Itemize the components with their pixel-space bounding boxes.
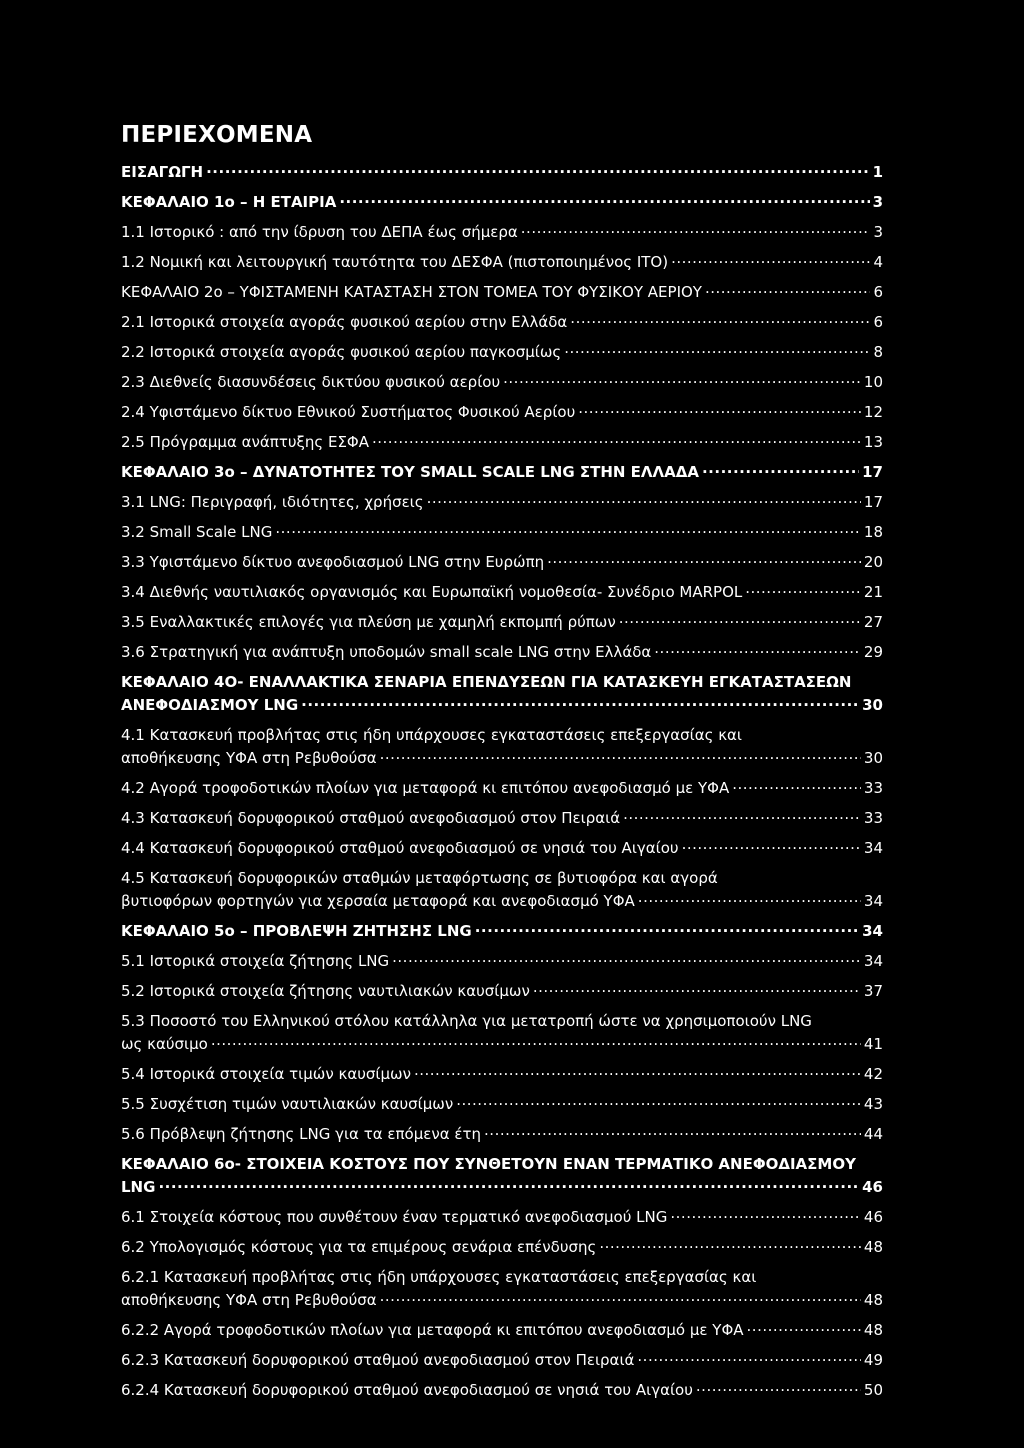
toc-leader-dots	[275, 522, 861, 537]
toc-entry-text-line1: 4.1 Κατασκευή προβλήτας στις ήδη υπάρχουσες εγκαταστάσεις επεξεργασίας και	[121, 726, 742, 744]
toc-page-number: 20	[863, 553, 883, 571]
toc-entry[interactable]	[121, 1063, 883, 1086]
toc-entry-text: LNG	[121, 1178, 156, 1196]
toc-leader-dots	[619, 612, 861, 627]
toc-page-number: 3	[872, 193, 883, 211]
toc-entry[interactable]	[121, 980, 883, 1003]
toc-page-number: 48	[863, 1238, 883, 1256]
toc-entry-text: 2.3 Διεθνείς διασυνδέσεις δικτύου φυσικού αερίου	[121, 373, 501, 391]
toc-entry[interactable]	[121, 1319, 883, 1342]
toc-leader-dots	[475, 921, 859, 936]
toc-entry-text: 3.2 Small Scale LNG	[121, 523, 273, 541]
toc-leader-dots	[414, 1064, 861, 1079]
toc-page-number: 48	[863, 1321, 883, 1339]
toc-page-number: 34	[863, 839, 883, 857]
toc-entry[interactable]	[121, 837, 883, 860]
toc-leader-dots	[682, 838, 861, 853]
toc-entry-text: 5.2 Ιστορικά στοιχεία ζήτησης ναυτιλιακών καυσίμων	[121, 982, 530, 1000]
toc-entry-text: 5.5 Συσχέτιση τιμών ναυτιλιακών καυσίμων	[121, 1095, 454, 1113]
toc-entry-text: 3.4 Διεθνής ναυτιλιακός οργανισμός και Ευρωπαϊκή νομοθεσία- Συνέδριο MARPOL	[121, 583, 743, 601]
toc-leader-dots	[211, 1034, 861, 1049]
toc-page-number: 18	[863, 523, 883, 541]
toc-page-number: 17	[863, 493, 883, 511]
toc-page-number: 33	[863, 779, 883, 797]
toc-page-number: 42	[863, 1065, 883, 1083]
toc-entry-text: ΑΝΕΦΟΔΙΑΣΜΟΥ LNG	[121, 696, 299, 714]
toc-leader-dots	[158, 1177, 859, 1192]
toc-leader-dots	[637, 1350, 861, 1365]
toc-page-number: 34	[862, 922, 883, 940]
toc-leader-dots	[705, 282, 870, 297]
toc-entry-text: 3.1 LNG: Περιγραφή, ιδιότητες, χρήσεις	[121, 493, 424, 511]
toc-entry-text: 6.2 Υπολογισμός κόστους για τα επιμέρους σενάρια επένδυσης	[121, 1238, 597, 1256]
toc-entry-text: 5.1 Ιστορικά στοιχεία ζήτησης LNG	[121, 952, 390, 970]
toc-entry-text-line1: 5.3 Ποσοστό του Ελληνικού στόλου κατάλληλα για μετατροπή ώστε να χρησιμοποιούν LNG	[121, 1012, 812, 1030]
toc-entry-text: 2.4 Υφιστάμενο δίκτυο Εθνικού Συστήματος Φυσικού Αερίου	[121, 403, 576, 421]
toc-page-number: 12	[863, 403, 883, 421]
toc-entry-text-line1: ΚΕΦΑΛΑΙΟ 6ο- ΣΤΟΙΧΕΙΑ ΚΟΣΤΟΥΣ ΠΟΥ ΣΥΝΘΕΤΟΥΝ ΕΝΑΝ ΤΕΡΜΑΤΙΚΟ ΑΝΕΦΟΔΙΑΣΜΟΥ	[121, 1155, 856, 1173]
toc-entry-text: 1.1 Ιστορικό : από την ίδρυση του ΔΕΠΑ έως σήμερα	[121, 223, 518, 241]
toc-page-number: 6	[873, 283, 883, 301]
toc-entry-text-line1: 6.2.1 Κατασκευή προβλήτας στις ήδη υπάρχουσες εγκαταστάσεις επεξεργασίας και	[121, 1268, 757, 1286]
toc-entry-text: αποθήκευσης ΥΦΑ στη Ρεβυθούσα	[121, 1291, 377, 1309]
toc-page-number: 44	[863, 1125, 883, 1143]
toc-entry[interactable]	[121, 641, 883, 664]
toc-entry-text: 6.1 Στοιχεία κόστους που συνθέτουν έναν τερματικό ανεφοδιασμού LNG	[121, 1208, 668, 1226]
toc-page-number: 30	[862, 696, 883, 714]
toc-entry-text: 1.2 Νομική και λειτουργική ταυτότητα του ΔΕΣΦΑ (πιστοποιημένος ΙΤΟ)	[121, 253, 669, 271]
toc-leader-dots	[392, 951, 861, 966]
toc-entry[interactable]	[121, 1349, 883, 1372]
toc-entry[interactable]	[121, 671, 883, 717]
toc-leader-dots	[570, 312, 870, 327]
toc-leader-dots	[503, 372, 861, 387]
toc-page-number: 13	[863, 433, 883, 451]
toc-leader-dots	[745, 582, 861, 597]
toc-leader-dots	[747, 1320, 861, 1335]
toc-leader-dots	[380, 1290, 861, 1305]
toc-entry[interactable]	[121, 1379, 883, 1402]
toc-entry-text: 3.3 Υφιστάμενο δίκτυο ανεφοδιασμού LNG στην Ευρώπη	[121, 553, 545, 571]
toc-entry[interactable]	[121, 461, 883, 484]
toc-page-number: 6	[873, 313, 883, 331]
toc-leader-dots	[484, 1124, 861, 1139]
toc-page-number: 41	[863, 1035, 883, 1053]
toc-entry-text: ΚΕΦΑΛΑΙΟ 3ο – ΔΥΝΑΤΟΤΗΤΕΣ ΤΟΥ SMALL SCALE LNG ΣΤΗΝ ΕΛΛΑΔΑ	[121, 463, 699, 481]
toc-entry[interactable]	[121, 581, 883, 604]
toc-entry[interactable]	[121, 191, 883, 214]
page-title: ΠΕΡΙΕΧΟΜΕΝΑ	[121, 122, 313, 148]
toc-entry-text: 4.4 Κατασκευή δορυφορικού σταθμού ανεφοδιασμού σε νησιά του Αιγαίου	[121, 839, 679, 857]
toc-page-number: 37	[863, 982, 883, 1000]
toc-page-number: 34	[863, 952, 883, 970]
toc-page-number: 27	[863, 613, 883, 631]
toc-entry[interactable]	[121, 1123, 883, 1146]
toc-page-number: 46	[862, 1178, 883, 1196]
toc-entry[interactable]	[121, 867, 883, 913]
toc-page-number: 50	[863, 1381, 883, 1399]
toc-entry[interactable]	[121, 724, 883, 770]
toc-entry-text: 3.6 Στρατηγική για ανάπτυξη υποδομών small scale LNG στην Ελλάδα	[121, 643, 652, 661]
toc-leader-dots	[372, 432, 861, 447]
toc-leader-dots	[206, 162, 869, 177]
toc-entry-text: 2.2 Ιστορικά στοιχεία αγοράς φυσικού αερίου παγκοσμίως	[121, 343, 562, 361]
toc-entry-text: ΕΙΣΑΓΩΓΗ	[121, 163, 204, 181]
toc-leader-dots	[456, 1094, 861, 1109]
toc-page-number: 49	[863, 1351, 883, 1369]
toc-page-number: 30	[863, 749, 883, 767]
toc-entry-text: 5.4 Ιστορικά στοιχεία τιμών καυσίμων	[121, 1065, 411, 1083]
toc-entry[interactable]	[121, 161, 883, 184]
toc-entry[interactable]	[121, 1010, 883, 1056]
toc-leader-dots	[339, 192, 869, 207]
toc-entry[interactable]	[121, 1206, 883, 1229]
toc-entry-text: ως καύσιμο	[121, 1035, 208, 1053]
toc-entry-text: 4.2 Αγορά τροφοδοτικών πλοίων για μεταφορά κι επιτόπου ανεφοδιασμό με ΥΦΑ	[121, 779, 730, 797]
toc-entry[interactable]	[121, 401, 883, 424]
toc-leader-dots	[427, 492, 861, 507]
toc-leader-dots	[521, 222, 871, 237]
toc-leader-dots	[599, 1237, 861, 1252]
toc-entry[interactable]	[121, 1236, 883, 1259]
toc-entry[interactable]	[121, 920, 883, 943]
toc-leader-dots	[623, 808, 861, 823]
toc-leader-dots	[301, 695, 859, 710]
toc-page-number: 33	[863, 809, 883, 827]
toc-entry[interactable]	[121, 1266, 883, 1312]
toc-leader-dots	[638, 891, 861, 906]
toc-page-number: 1	[872, 163, 883, 181]
toc-page-number: 8	[873, 343, 883, 361]
toc-page-number: 10	[863, 373, 883, 391]
toc-leader-dots	[654, 642, 861, 657]
toc-entry-text: 6.2.2 Αγορά τροφοδοτικών πλοίων για μεταφορά κι επιτόπου ανεφοδιασμό με ΥΦΑ	[121, 1321, 744, 1339]
toc-entry-text: ΚΕΦΑΛΑΙΟ 2ο – ΥΦΙΣΤΑΜΕΝΗ ΚΑΤΑΣΤΑΣΗ ΣΤΟΝ ΤΟΜΕΑ ΤΟΥ ΦΥΣΙΚΟΥ ΑΕΡΙΟΥ	[121, 283, 702, 301]
toc-page-number: 48	[863, 1291, 883, 1309]
toc-entry-text-line1: 4.5 Κατασκευή δορυφορικών σταθμών μεταφόρτωσης σε βυτιοφόρα και αγορά	[121, 869, 718, 887]
toc-page-number: 4	[873, 253, 883, 271]
toc-entry-text: 5.6 Πρόβλεψη ζήτησης LNG για τα επόμενα έτη	[121, 1125, 482, 1143]
toc-leader-dots	[533, 981, 861, 996]
toc-entry[interactable]	[121, 551, 883, 574]
toc-entry[interactable]	[121, 777, 883, 800]
toc-leader-dots	[670, 1207, 861, 1222]
toc-leader-dots	[564, 342, 870, 357]
toc-entry-text: ΚΕΦΑΛΑΙΟ 1ο – Η ΕΤΑΙΡΙΑ	[121, 193, 337, 211]
toc-entry[interactable]	[121, 251, 883, 274]
toc-page-number: 34	[863, 892, 883, 910]
toc-entry-text: 2.5 Πρόγραμμα ανάπτυξης ΕΣΦΑ	[121, 433, 369, 451]
toc-page-number: 21	[863, 583, 883, 601]
toc-entry[interactable]	[121, 1153, 883, 1199]
toc-leader-dots	[547, 552, 861, 567]
toc-entry-text: ΚΕΦΑΛΑΙΟ 5ο – ΠΡΟΒΛΕΨΗ ΖΗΤΗΣΗΣ LNG	[121, 922, 472, 940]
toc-entry[interactable]	[121, 491, 883, 514]
toc-entry[interactable]	[121, 521, 883, 544]
toc-leader-dots	[671, 252, 870, 267]
toc-page-number: 46	[863, 1208, 883, 1226]
toc-entry[interactable]	[121, 950, 883, 973]
toc-entry[interactable]	[121, 807, 883, 830]
toc-entry[interactable]	[121, 341, 883, 364]
toc-entry[interactable]	[121, 371, 883, 394]
toc-entry-text-line1: ΚΕΦΑΛΑΙΟ 4Ο- ΕΝΑΛΛΑΚΤΙΚΑ ΣΕΝΑΡΙΑ ΕΠΕΝΔΥΣΕΩΝ ΓΙΑ ΚΑΤΑΣΚΕΥΗ ΕΓΚΑΤΑΣΤΑΣΕΩΝ	[121, 673, 852, 691]
toc-entry-text: βυτιοφόρων φορτηγών για χερσαία μεταφορά και ανεφοδιασμό ΥΦΑ	[121, 892, 635, 910]
toc-page-number: 17	[862, 463, 883, 481]
toc-leader-dots	[380, 748, 861, 763]
toc-entry-text: αποθήκευσης ΥΦΑ στη Ρεβυθούσα	[121, 749, 377, 767]
toc-page-number: 3	[873, 223, 883, 241]
toc-page-number: 29	[863, 643, 883, 661]
toc-entry[interactable]	[121, 431, 883, 454]
toc-leader-dots	[702, 462, 859, 477]
toc-entry[interactable]	[121, 281, 883, 304]
toc-entry-text: 2.1 Ιστορικά στοιχεία αγοράς φυσικού αερίου στην Ελλάδα	[121, 313, 568, 331]
toc-entry[interactable]	[121, 1093, 883, 1116]
toc-leader-dots	[732, 778, 861, 793]
toc-entry-text: 6.2.4 Κατασκευή δορυφορικού σταθμού ανεφοδιασμού σε νησιά του Αιγαίου	[121, 1381, 693, 1399]
toc-entry-text: 4.3 Κατασκευή δορυφορικού σταθμού ανεφοδιασμού στον Πειραιά	[121, 809, 621, 827]
toc-entry-text: 3.5 Εναλλακτικές επιλογές για πλεύση με χαμηλή εκπομπή ρύπων	[121, 613, 616, 631]
toc-entry[interactable]	[121, 611, 883, 634]
toc-entry[interactable]	[121, 221, 883, 244]
toc-entry[interactable]	[121, 311, 883, 334]
toc-leader-dots	[696, 1380, 861, 1395]
toc-entry-text: 6.2.3 Κατασκευή δορυφορικού σταθμού ανεφοδιασμού στον Πειραιά	[121, 1351, 635, 1369]
toc-leader-dots	[578, 402, 861, 417]
toc-page-number: 43	[863, 1095, 883, 1113]
